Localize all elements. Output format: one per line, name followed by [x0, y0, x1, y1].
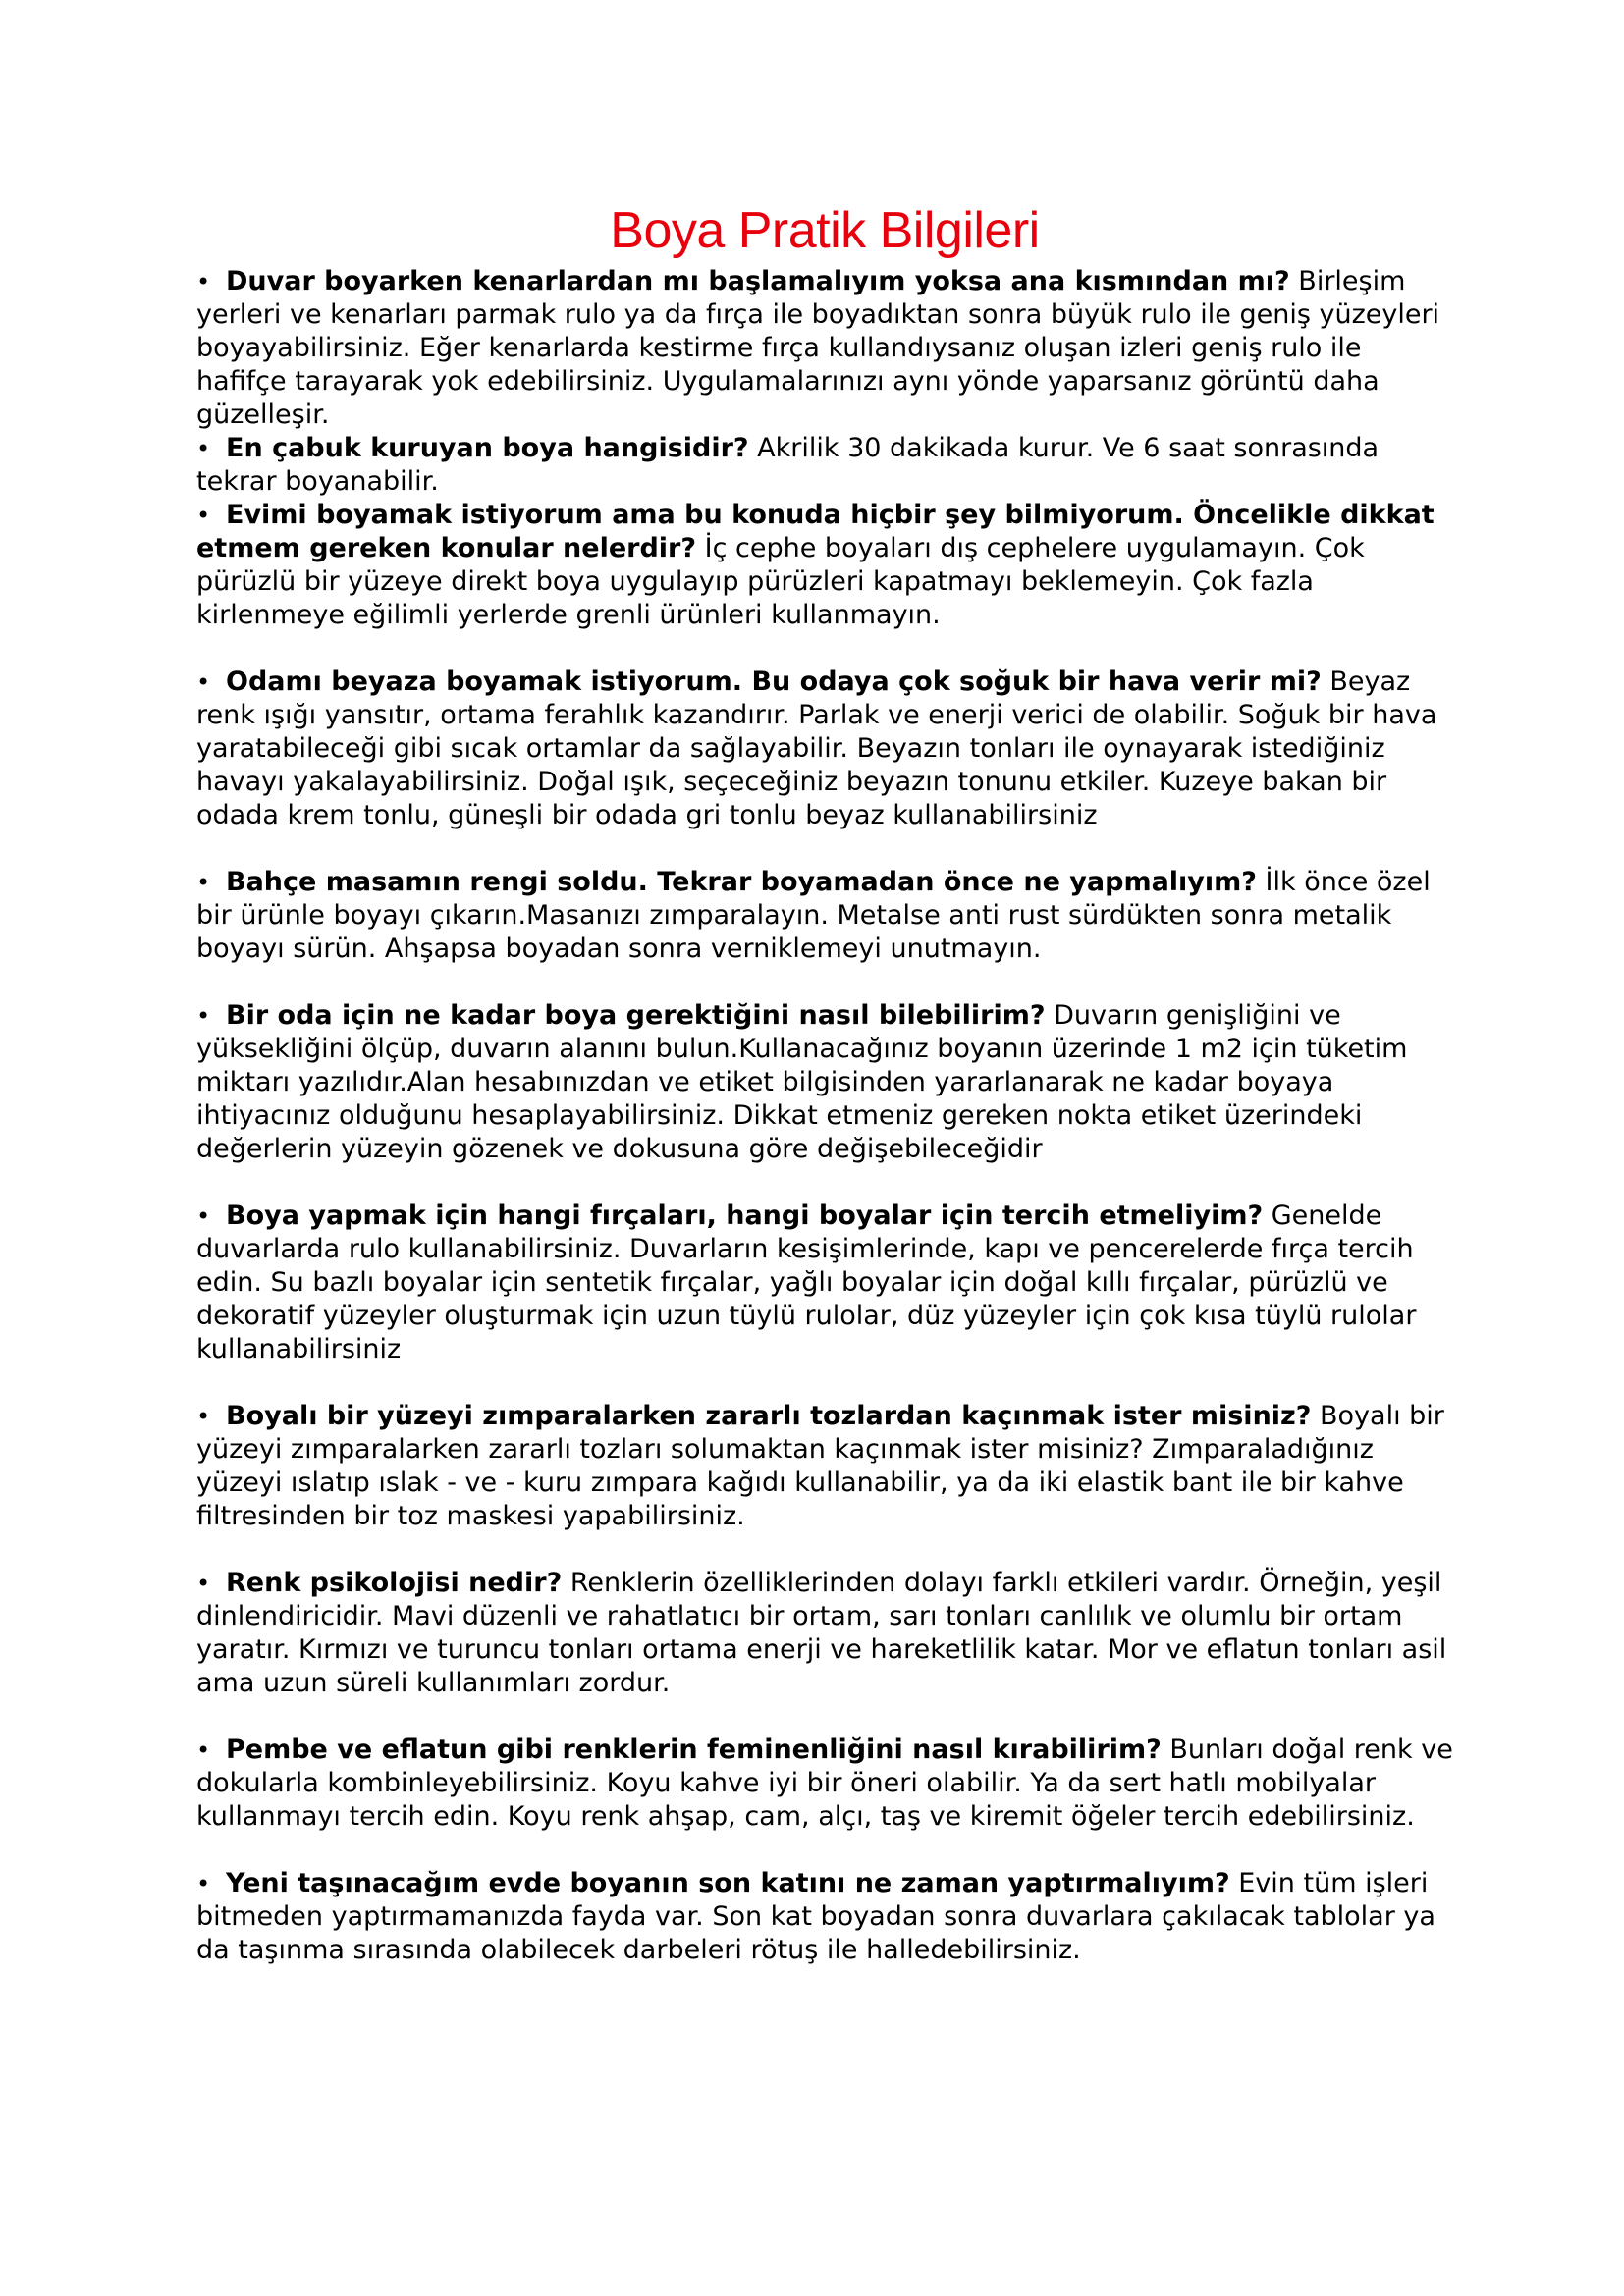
faq-answer: Evin tüm işleri bitmeden yaptırmamanızda fayda var. Son kat boyadan sonra duvarlara çakılacak tablolar ya da taşınma sırasında olabilecek darbeleri rötuş ile halledebilirsiniz. — [196, 1868, 1435, 1965]
faq-item-9 — [196, 1567, 1453, 1700]
faq-question: Renk psikolojisi nedir? — [226, 1568, 563, 1598]
faq-question: En çabuk kuruyan boya hangisidir? — [226, 433, 749, 463]
faq-question: Boya yapmak için hangi fırçaları, hangi boyalar için tercih etmeliyim? — [226, 1201, 1264, 1231]
bullet-icon: • — [196, 869, 211, 896]
faq-item-5 — [196, 866, 1453, 966]
bullet-icon: • — [196, 1403, 211, 1430]
bullet-icon: • — [196, 1870, 211, 1897]
faq-item-3 — [196, 499, 1453, 632]
faq-item-11 — [196, 1867, 1453, 1967]
bullet-icon: • — [196, 502, 211, 529]
faq-question: Duvar boyarken kenarlardan mı başlamalıyım yoksa ana kısmından mı? — [226, 266, 1290, 296]
faq-question: Pembe ve eflatun gibi renklerin feminenliğini nasıl kırabilirim? — [226, 1735, 1162, 1765]
faq-answer: Akrilik 30 dakikada kurur. Ve 6 saat sonrasında tekrar boyanabilir. — [196, 433, 1380, 497]
document-title: Boya Pratik Bilgileri — [610, 202, 1040, 259]
bullet-icon: • — [196, 668, 211, 696]
faq-answer: İlk önce özel bir ürünle boyayı çıkarın.Masanızı zımparalayın. Metalse anti rust sürdükten sonra metalik boyayı sürün. Ahşapsa boyadan sonra verniklemeyi unutmayın. — [196, 867, 1431, 964]
bullet-icon: • — [196, 1736, 211, 1764]
bullet-icon: • — [196, 435, 211, 462]
faq-item-2 — [196, 432, 1453, 499]
faq-answer: Beyaz renk ışığı yansıtır, ortama ferahlık kazandırır. Parlak ve enerji verici de olabilir. Soğuk bir hava yaratabileceği gibi sıcak ortamlar da sağlayabilir. Beyazın tonları ile oynayarak istediğiniz havayı yakalayabilirsiniz. Doğal ışık, seçeceğiniz beyazın tonunu etkiler. Kuzeye bakan bir odada krem tonlu, güneşli bir odada gri tonlu beyaz kullanabilirsiniz — [196, 667, 1437, 830]
bullet-icon: • — [196, 1002, 211, 1030]
faq-answer: Bunları doğal renk ve dokularla kombinleyebilirsiniz. Koyu kahve iyi bir öneri olabilir. Ya da sert hatlı mobilyalar kullanmayı tercih edin. Koyu renk ahşap, cam, alçı, taş ve kiremit öğeler tercih edebilirsiniz. — [196, 1735, 1453, 1832]
faq-item-8 — [196, 1400, 1453, 1533]
faq-answer: Renklerin özelliklerinden dolayı farklı etkileri vardır. Örneğin, yeşil dinlendiricidir. Mavi düzenli ve rahatlatıcı bir ortam, sarı tonları canlılık ve olumlu bir ortam yaratır. Kırmızı ve turuncu tonları ortama enerji ve hareketlilik katar. Mor ve eflatun tonları asil ama uzun süreli kullanımları zordur. — [196, 1568, 1447, 1698]
faq-item-1 — [196, 265, 1453, 432]
bullet-icon: • — [196, 1202, 211, 1230]
faq-question: Evimi boyamak istiyorum ama bu konuda hiçbir şey bilmiyorum. Öncelikle dikkat etmem gereken konular nelerdir? — [196, 500, 1435, 563]
faq-item-4 — [196, 666, 1453, 832]
bullet-icon: • — [196, 1570, 211, 1597]
faq-answer: Birleşim yerleri ve kenarları parmak rulo ya da fırça ile boyadıktan sonra büyük rulo ile geniş yüzeyleri boyayabilirsiniz. Eğer kenarlarda kestirme fırça kullandıysanız oluşan izleri geniş rulo ile hafifçe tarayarak yok edebilirsiniz. Uygulamalarınızı aynı yönde yaparsanız görüntü daha güzelleşir. — [196, 266, 1440, 430]
faq-answer: Boyalı bir yüzeyi zımparalarken zararlı tozları solumaktan kaçınmak ister misiniz? Zımparaladığınız yüzeyi ıslatıp ıslak - ve - kuru zımpara kağıdı kullanabilir, ya da iki elastik bant ile bir kahve filtresinden bir toz maskesi yapabilirsiniz. — [196, 1401, 1444, 1531]
document-page — [196, 196, 1453, 1967]
faq-item-6 — [196, 999, 1453, 1166]
faq-answer: Genelde duvarlarda rulo kullanabilirsiniz. Duvarların kesişimlerinde, kapı ve pencerelerde fırça tercih edin. Su bazlı boyalar için sentetik fırçalar, yağlı boyalar için doğal kıllı fırçalar, pürüzlü ve dekoratif yüzeyler oluşturmak için uzun tüylü rulolar, düz yüzeyler için çok kısa tüylü rulolar kullanabilirsiniz — [196, 1201, 1417, 1364]
faq-question: Bir oda için ne kadar boya gerektiğini nasıl bilebilirim? — [226, 1000, 1046, 1031]
faq-answer: İç cephe boyaları dış cephelere uygulamayın. Çok pürüzlü bir yüzeye direkt boya uygulayıp pürüzleri kapatmayı beklemeyin. Çok fazla kirlenmeye eğilimli yerlerde grenli ürünleri kullanmayın. — [196, 533, 1365, 630]
faq-question: Boyalı bir yüzeyi zımparalarken zararlı tozlardan kaçınmak ister misiniz? — [226, 1401, 1312, 1431]
faq-question: Bahçe masamın rengi soldu. Tekrar boyamadan önce ne yapmalıyım? — [226, 867, 1257, 897]
faq-question: Yeni taşınacağım evde boyanın son katını ne zaman yaptırmalıyım? — [226, 1868, 1230, 1898]
bullet-icon: • — [196, 268, 211, 295]
faq-question: Odamı beyaza boyamak istiyorum. Bu odaya çok soğuk bir hava verir mi? — [226, 667, 1322, 697]
faq-item-7 — [196, 1200, 1453, 1366]
faq-answer: Duvarın genişliğini ve yüksekliğini ölçüp, duvarın alanını bulun.Kullanacağınız boyanın üzerinde 1 m2 için tüketim miktarı yazılıdır.Alan hesabınızdan ve etiket bilgisinden yararlanarak ne kadar boyaya ihtiyacınız olduğunu hesaplayabilirsiniz. Dikkat etmeniz gereken nokta etiket üzerindeki değerlerin yüzeyin gözenek ve dokusuna göre değişebileceğidir — [196, 1000, 1408, 1164]
faq-item-10 — [196, 1734, 1453, 1834]
